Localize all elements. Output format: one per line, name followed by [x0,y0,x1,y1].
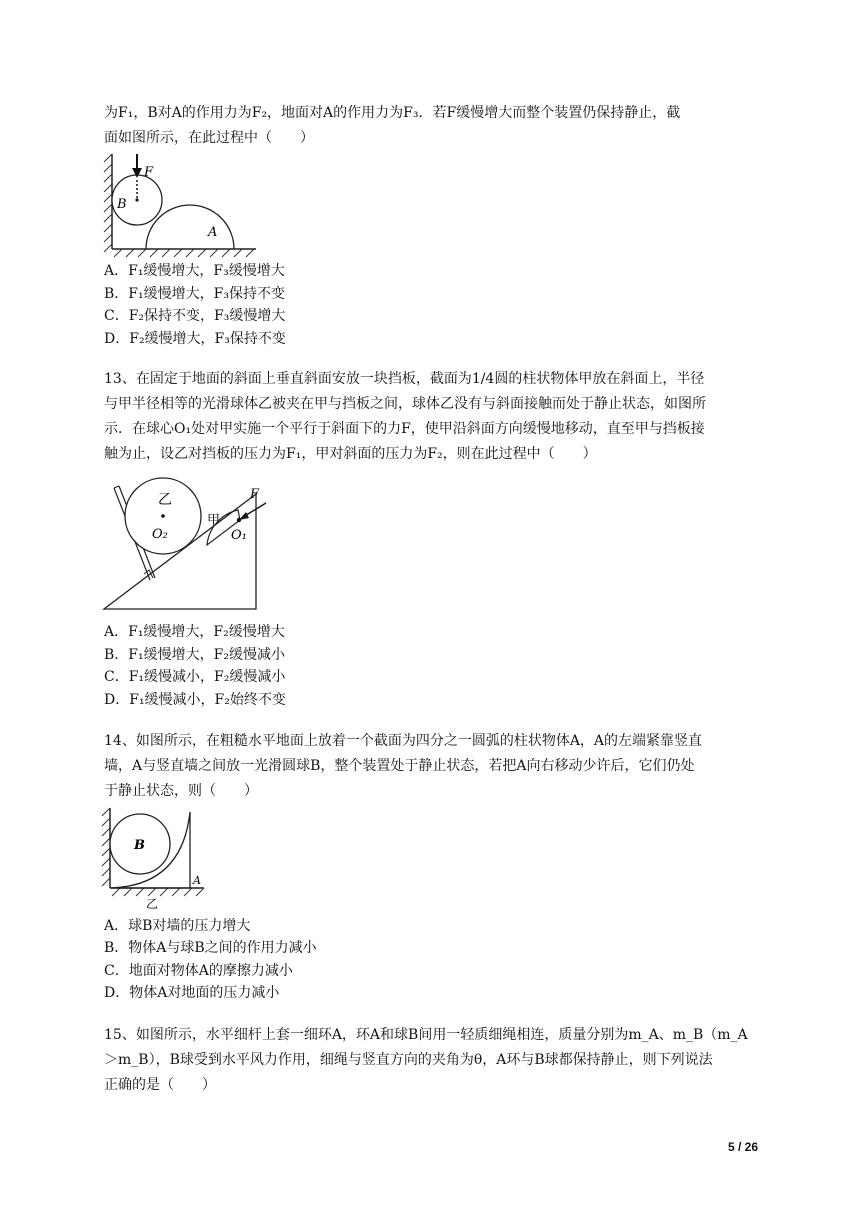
q14-label-b: B [134,838,145,853]
q12-figure [100,152,260,260]
q14-figure [100,806,210,910]
q12-label-b: B [117,197,127,212]
q13-option-d: D．F₁缓慢减小，F₂始终不变 [104,692,286,708]
q12-label-a: A [208,225,218,240]
q14-label-a: A [193,874,201,887]
q12-option-c: C．F₂保持不变，F₃缓慢增大 [104,308,286,324]
q13-option-c: C．F₁缓慢减小，F₂缓慢减小 [104,669,286,685]
q14-text-line3: 于静止状态，则（ ） [104,783,258,799]
q12-option-b: B．F₁缓慢增大，F₃保持不变 [104,286,285,302]
q13-label-o2: O₂ [152,527,168,542]
q13-text-line1: 13、在固定于地面的斜面上垂直斜面安放一块挡板，截面为1/4圆的柱状物体甲放在斜面上，半径 [104,371,705,387]
q12-option-d: D．F₂缓慢增大，F₃保持不变 [104,331,286,347]
q14-option-a: A．球B对墙的压力增大 [104,918,251,934]
q12-text-line1: 为F₁，B对A的作用力为F₂，地面对A的作用力为F₃．若F缓慢增大而整个装置仍保持静止，截 [104,105,681,121]
q13-text-line2: 与甲半径相等的光滑球体乙被夹在甲与挡板之间，球体乙没有与斜面接触而处于静止状态，如图所 [104,396,706,412]
q12-text-line2: 面如图所示，在此过程中（ ） [104,130,314,146]
q14-option-c: C．地面对物体A的摩擦力减小 [104,963,293,979]
q14-figure-caption: 乙 [146,897,159,910]
q13-figure [100,476,278,616]
q12-option-a: A．F₁缓慢增大，F₃缓慢增大 [104,263,285,279]
q13-label-jia: 甲 [207,513,221,528]
q14-option-b: B．物体A与球B之间的作用力减小 [104,940,317,956]
q15-text-line2: ＞m_B），B球受到水平风力作用，细绳与竖直方向的夹角为θ，A环与B球都保持静止，则下列说法 [104,1052,713,1068]
q13-option-a: A．F₁缓慢增大，F₂缓慢增大 [104,624,285,640]
q14-option-d: D．物体A对地面的压力减小 [104,985,280,1001]
q15-text-line3: 正确的是（ ） [104,1077,216,1093]
page-number: 5 / 26 [727,1140,758,1154]
q15-text-line1: 15、如图所示，水平细杆上套一细环A，环A和球B间用一轻质细绳相连，质量分别为m_A、m_B（m_A [104,1027,748,1043]
q13-label-f: F [250,487,260,502]
q13-label-yi: 乙 [158,492,172,508]
q13-label-o1: O₁ [231,528,247,543]
q13-option-b: B．F₁缓慢增大，F₂缓慢减小 [104,647,285,663]
q12-label-f: F [144,165,154,180]
q14-text-line2: 墙，A与竖直墙之间放一光滑圆球B，整个装置处于静止状态，若把A向右移动少许后，它们仍处 [104,758,695,774]
q14-text-line1: 14、如图所示，在粗糙水平地面上放着一个截面为四分之一圆弧的柱状物体A，A的左端紧靠竖直 [104,733,703,749]
q13-text-line3: 示．在球心O₁处对甲实施一个平行于斜面下的力F，使甲沿斜面方向缓慢地移动，直至甲与挡板接 [104,421,705,437]
q13-text-line4: 触为止，设乙对挡板的压力为F₁，甲对斜面的压力为F₂，则在此过程中（ ） [104,446,597,462]
